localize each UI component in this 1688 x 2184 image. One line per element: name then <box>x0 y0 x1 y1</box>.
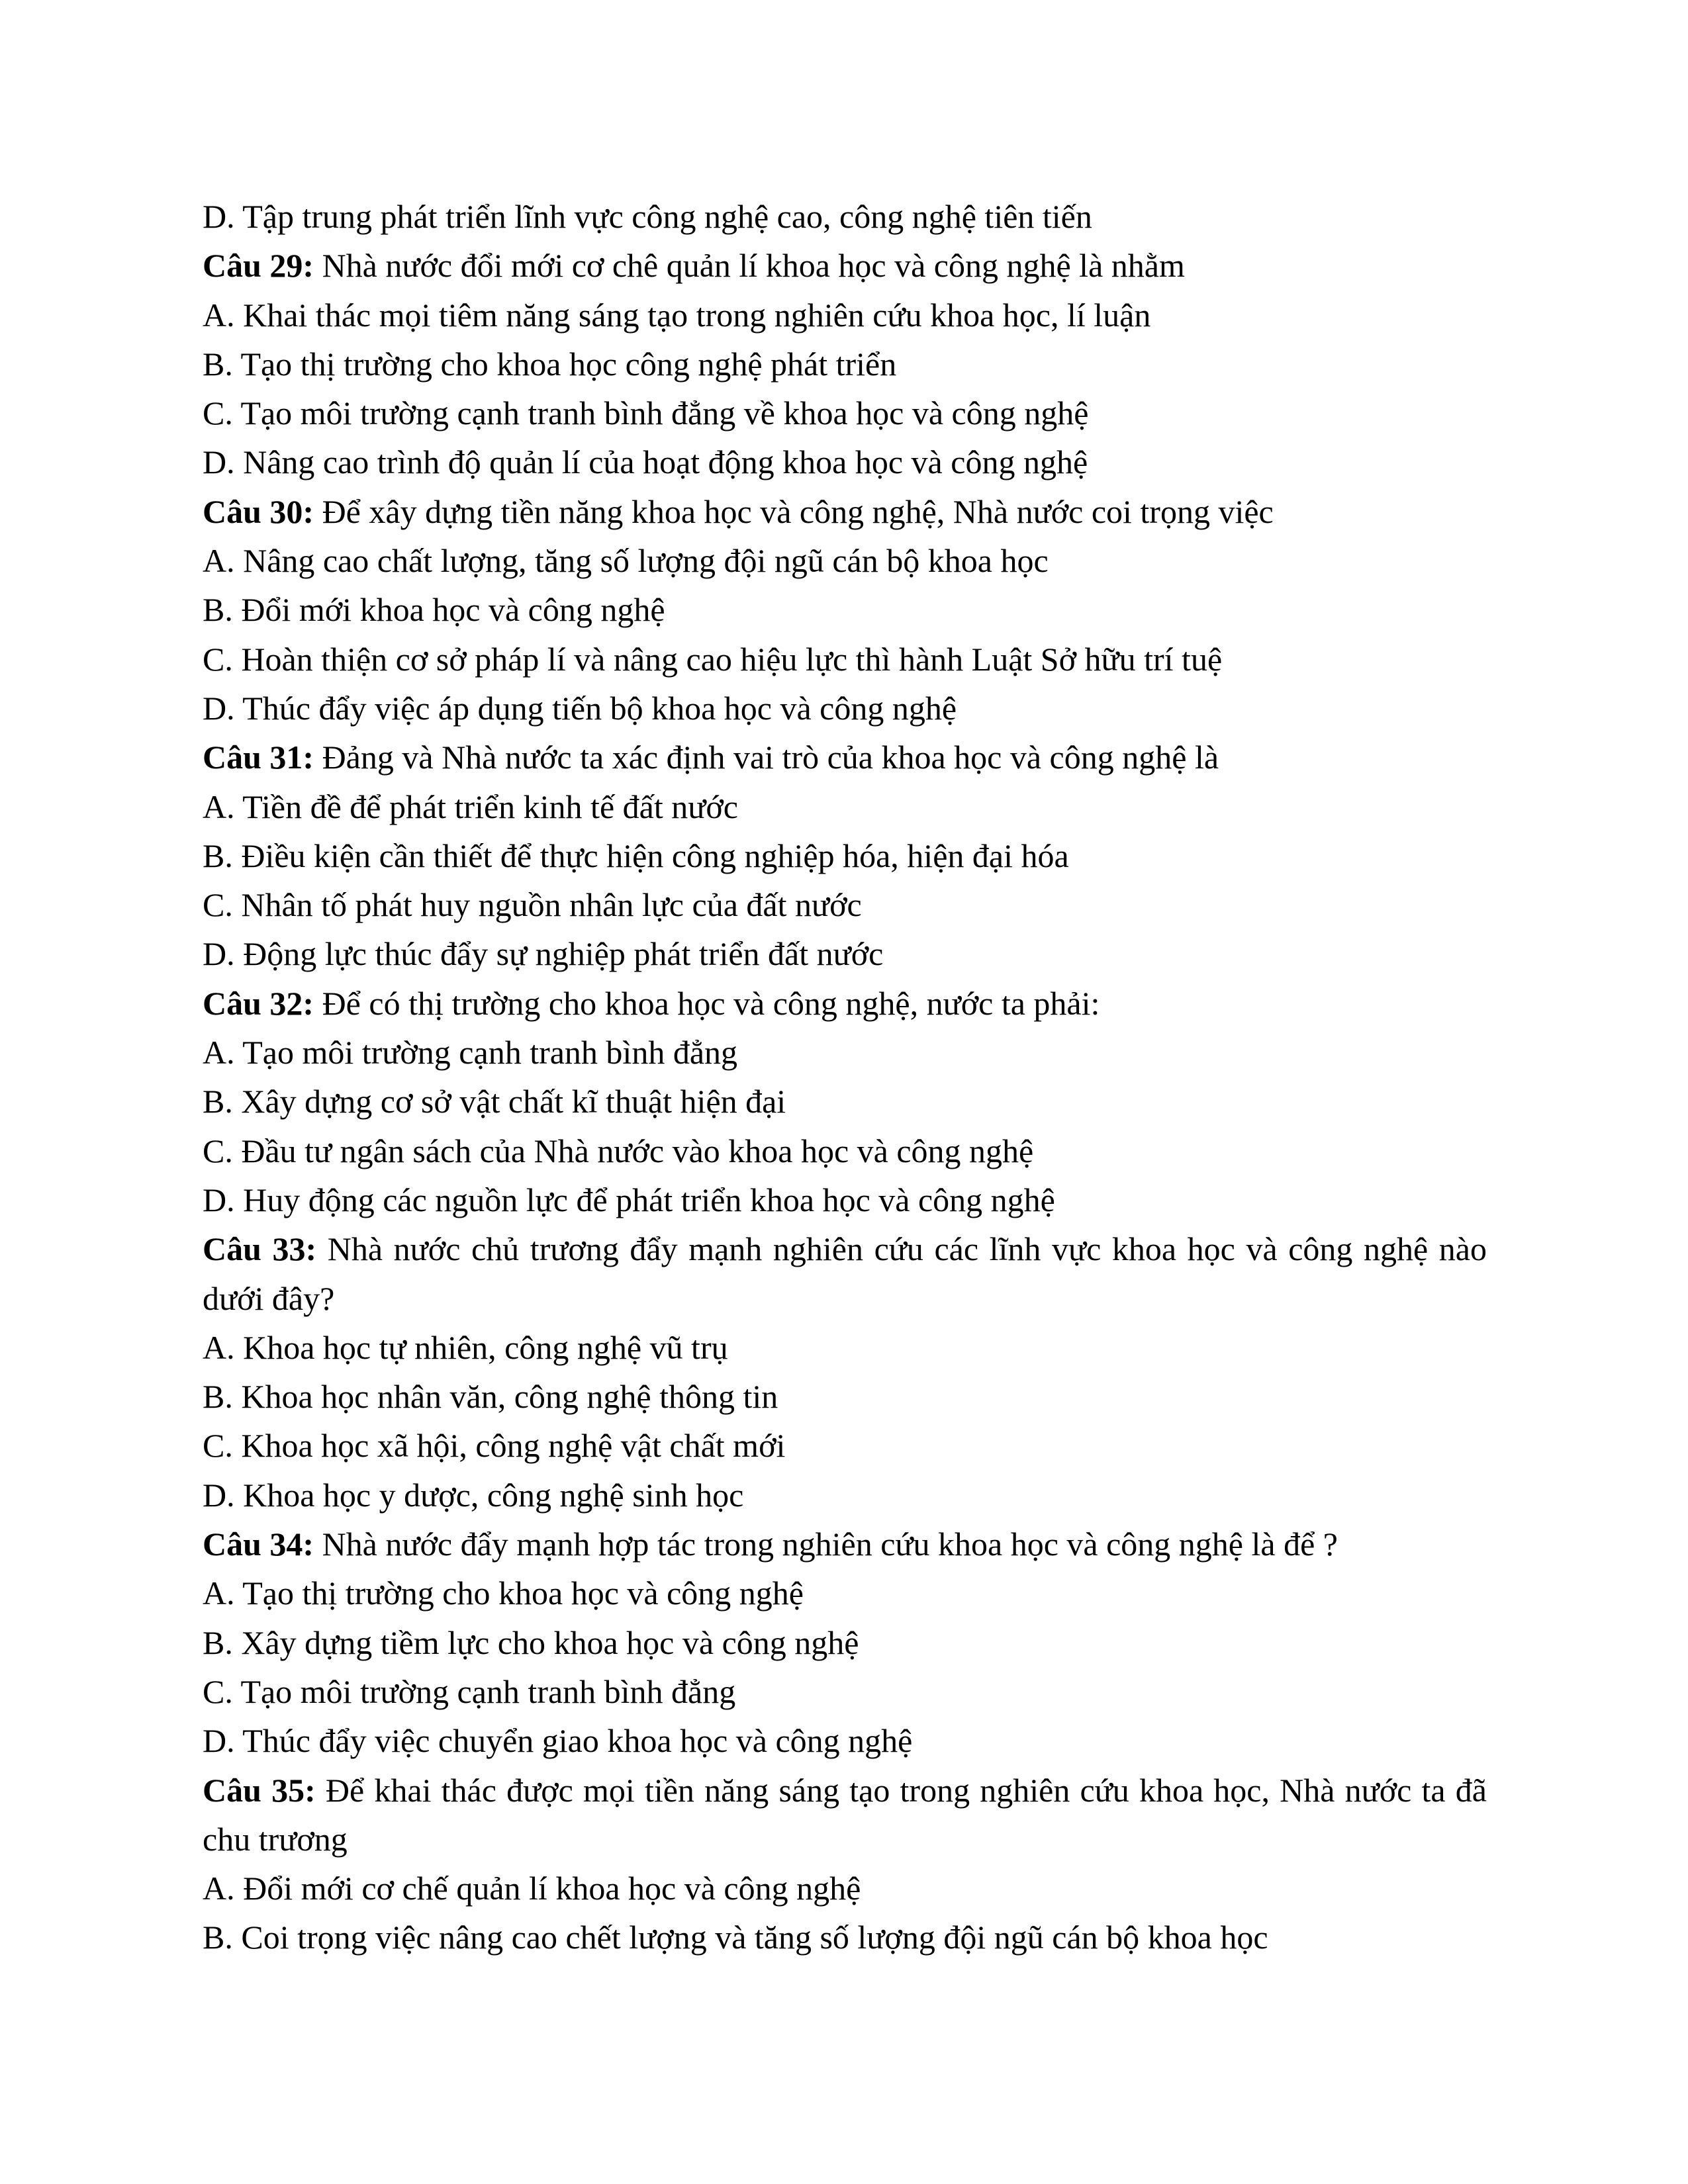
option-d: D. Nâng cao trình độ quản lí của hoạt động khoa học và công nghệ <box>203 443 1088 481</box>
question-label: Câu 35: <box>203 1771 316 1809</box>
option-c: C. Hoàn thiện cơ sở pháp lí và nâng cao hiệu lực thì hành Luật Sở hữu trí tuệ <box>203 640 1223 678</box>
question-label: Câu 30: <box>203 492 314 530</box>
question-33 <box>203 1224 1487 1323</box>
option-a: A. Khai thác mọi tiêm năng sáng tạo trong nghiên cứu khoa học, lí luận <box>203 296 1151 334</box>
question-30 <box>203 487 1487 536</box>
option-d: D. Động lực thúc đẩy sự nghiệp phát triển đất nước <box>203 935 884 973</box>
question-label: Câu 32: <box>203 984 314 1022</box>
question-text: Nhà nước chủ trương đẩy mạnh nghiên cứu các lĩnh vực khoa học và công nghệ nào dưới đây? <box>203 1230 1487 1317</box>
document-page <box>203 192 1487 1962</box>
option-b: B. Điều kiện cần thiết để thực hiện công nghiệp hóa, hiện đại hóa <box>203 837 1069 874</box>
question-32 <box>203 979 1487 1028</box>
option-d: D. Thúc đẩy việc áp dụng tiến bộ khoa học và công nghệ <box>203 689 957 727</box>
option-c: C. Tạo môi trường cạnh tranh bình đẳng <box>203 1672 736 1710</box>
question-29 <box>203 241 1487 290</box>
option-a: A. Tiền đề để phát triển kinh tế đất nước <box>203 788 738 825</box>
question-35 <box>203 1766 1487 1864</box>
option-c: C. Khoa học xã hội, công nghệ vật chất mới <box>203 1427 786 1465</box>
option-b: B. Khoa học nhân văn, công nghệ thông tin <box>203 1378 778 1416</box>
option-c: C. Tạo môi trường cạnh tranh bình đẳng về khoa học và công nghệ <box>203 394 1089 432</box>
question-text: Để có thị trường cho khoa học và công nghệ, nước ta phải: <box>314 984 1100 1022</box>
question-31 <box>203 733 1487 782</box>
option-d: D. Thúc đẩy việc chuyển giao khoa học và công nghệ <box>203 1722 913 1760</box>
question-text: Để xây dựng tiền năng khoa học và công nghệ, Nhà nước coi trọng việc <box>314 492 1274 530</box>
option-a: A. Tạo môi trường cạnh tranh bình đẳng <box>203 1034 738 1071</box>
question-label: Câu 31: <box>203 739 314 776</box>
question-text: Để khai thác được mọi tiền năng sáng tạo trong nghiên cứu khoa học, Nhà nước ta đã chu trương <box>203 1771 1487 1858</box>
option-d: D. Khoa học y dược, công nghệ sinh học <box>203 1476 744 1514</box>
option-b: B. Xây dựng tiềm lực cho khoa học và công nghệ <box>203 1623 859 1661</box>
question-text: Đảng và Nhà nước ta xác định vai trò của khoa học và công nghệ là <box>314 739 1219 776</box>
question-label: Câu 29: <box>203 247 314 285</box>
option-c: C. Nhân tố phát huy nguồn nhân lực của đất nước <box>203 886 862 924</box>
question-label: Câu 33: <box>203 1230 317 1268</box>
option-a: A. Đổi mới cơ chế quản lí khoa học và công nghệ <box>203 1870 861 1907</box>
option-b: B. Xây dựng cơ sở vật chất kĩ thuật hiện đại <box>203 1083 786 1120</box>
question-text: Nhà nước đẩy mạnh hợp tác trong nghiên cứu khoa học và công nghệ là để ? <box>314 1525 1338 1563</box>
option-b: B. Coi trọng việc nâng cao chết lượng và tăng số lượng đội ngũ cán bộ khoa học <box>203 1919 1268 1956</box>
option-a: A. Tạo thị trường cho khoa học và công nghệ <box>203 1574 804 1612</box>
option-d: D. Huy động các nguồn lực để phát triển khoa học và công nghệ <box>203 1181 1055 1218</box>
option-c: C. Đầu tư ngân sách của Nhà nước vào khoa học và công nghệ <box>203 1132 1034 1169</box>
question-label: Câu 34: <box>203 1525 314 1563</box>
prev-question-option-d: D. Tập trung phát triển lĩnh vực công nghệ cao, công nghệ tiên tiến <box>203 198 1092 235</box>
option-a: A. Nâng cao chất lượng, tăng số lượng đội ngũ cán bộ khoa học <box>203 542 1049 580</box>
question-text: Nhà nước đổi mới cơ chê quản lí khoa học và công nghệ là nhằm <box>314 247 1185 285</box>
option-b: B. Tạo thị trường cho khoa học công nghệ phát triển <box>203 345 897 383</box>
option-b: B. Đổi mới khoa học và công nghệ <box>203 591 665 629</box>
option-a: A. Khoa học tự nhiên, công nghệ vũ trụ <box>203 1328 728 1366</box>
question-34 <box>203 1520 1487 1569</box>
